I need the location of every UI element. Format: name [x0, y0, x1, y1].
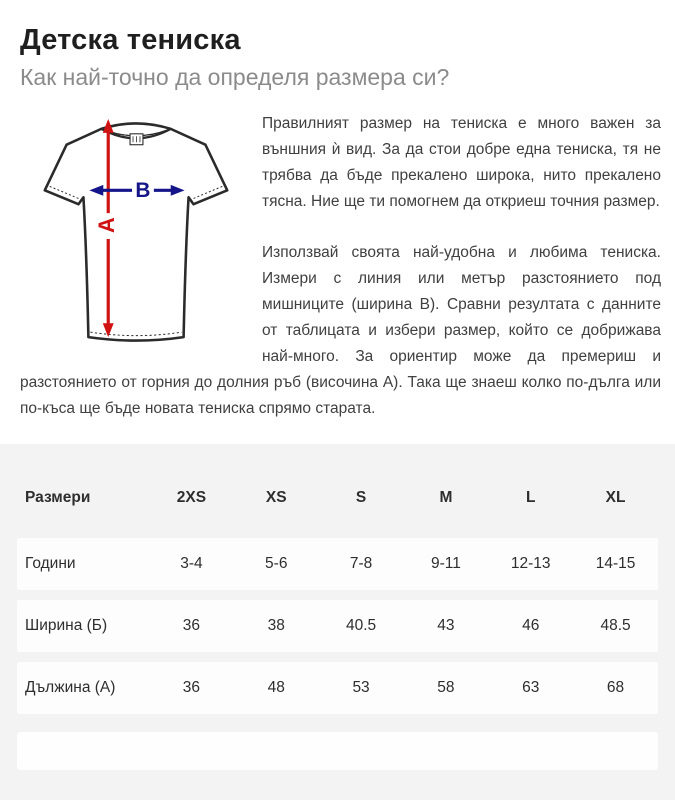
cell-value: 36 [182, 617, 201, 635]
cell-value: 40.5 [345, 617, 377, 635]
cell-value: 48.5 [600, 617, 631, 635]
cell-value: 36 [182, 679, 201, 697]
cell-value: 53 [352, 679, 370, 697]
cell-value: 46 [522, 617, 540, 635]
header-size-2xs: 2XS [176, 489, 207, 507]
cell-value: 3-4 [180, 555, 203, 573]
table-row-width [17, 600, 658, 652]
page-subtitle: Как най-точно да определя размера си? [20, 64, 450, 90]
height-label-a: A [93, 217, 119, 233]
header-size-xl: XL [605, 489, 626, 507]
header-size-s: S [355, 489, 367, 507]
header-size-m: M [439, 489, 453, 507]
cell-value: 48 [267, 679, 285, 697]
width-label-b: B [135, 178, 151, 202]
row-label: Години [25, 555, 76, 573]
size-table-header-row [17, 482, 658, 514]
tshirt-measurement-diagram [28, 113, 244, 351]
cell-value: 9-11 [430, 555, 461, 573]
cell-value: 58 [437, 679, 455, 697]
cell-value: 5-6 [265, 555, 288, 573]
table-row-length [17, 662, 658, 714]
header-sizes: Размери [25, 489, 91, 507]
cell-value: 38 [267, 617, 285, 635]
cell-value: 68 [606, 679, 625, 697]
cell-value: 14-15 [595, 555, 636, 573]
cell-value: 7-8 [349, 555, 373, 573]
size-table-section [0, 444, 675, 800]
row-label: Дължина (А) [25, 679, 116, 697]
cell-value: 43 [437, 617, 455, 635]
intro-paragraph-1: Правилният размер на тениска е много важен за външния ѝ вид. За да стои добре една тениска, тя не трябва да бъде прекалено широка, нито прекалено тясна. Ние ще ти помогнем да откриеш точния размер. [262, 115, 661, 211]
cell-value: 63 [522, 679, 540, 697]
intro-section [20, 111, 661, 422]
table-row-years [17, 538, 658, 590]
table-empty-row [17, 732, 658, 770]
cell-value: 12-13 [510, 555, 551, 573]
page-title: Детска тениска [20, 24, 241, 56]
header-size-l: L [525, 489, 536, 507]
intro-paragraph-2: Използвай своята най-удобна и любима тениска. Измери с линия или метър разстоянието под мишниците (ширина B). Сравни резултата с данните от таблицата и избери размер, който се добрижава най-много. За ориентир може да премериш и разстоянието от горния до долния ръб (височина A). Така ще знаеш колко по-дълга или по-къса ще бъде новата тениска спрямо старата. [20, 244, 661, 418]
header-size-xs: XS [265, 489, 287, 507]
tshirt-diagram-image [28, 113, 244, 351]
row-label: Ширина (Б) [25, 617, 108, 635]
tshirt-outline [45, 123, 227, 340]
